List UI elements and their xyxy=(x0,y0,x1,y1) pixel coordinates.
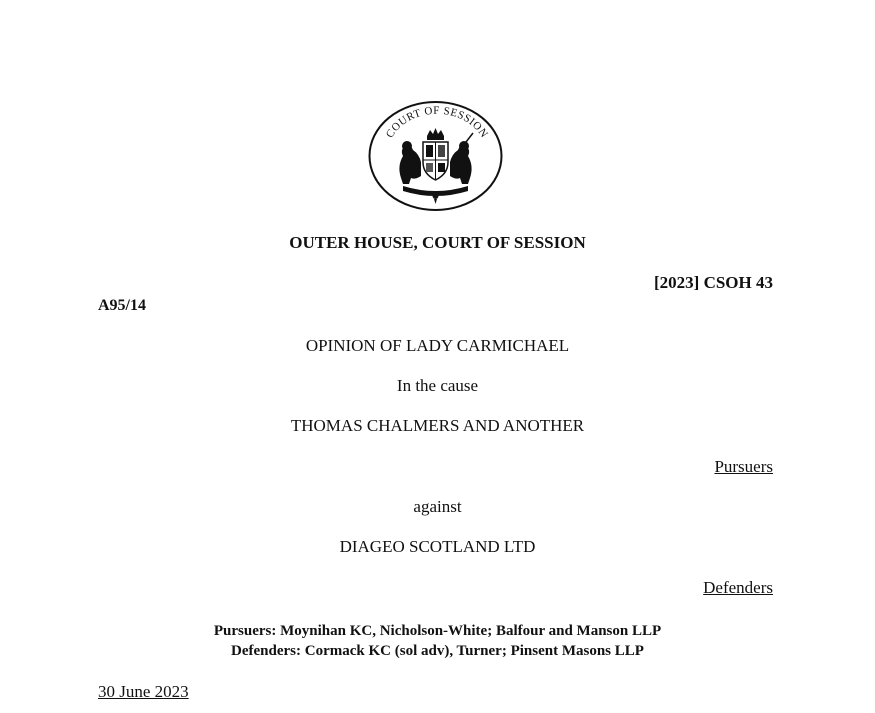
defender-party: DIAGEO SCOTLAND LTD xyxy=(339,537,536,556)
against: against xyxy=(413,497,462,516)
case-number: A95/14 xyxy=(98,297,146,314)
pursuers-label: Pursuers xyxy=(714,457,773,476)
pursuers-counsel: Pursuers: Moynihan KC, Nicholson-White; Balfour and Manson LLP xyxy=(213,623,662,639)
opinion-title: OPINION OF LADY CARMICHAEL xyxy=(305,336,570,355)
royal-coat-of-arms-icon xyxy=(399,128,473,204)
crest-arc-text: COURT OF SESSION xyxy=(383,104,491,141)
court-of-session-crest xyxy=(367,100,504,212)
neutral-citation: [2023] CSOH 43 xyxy=(654,273,773,292)
opinion-date: 30 June 2023 xyxy=(98,682,189,701)
defenders-label: Defenders xyxy=(703,578,773,597)
defenders-counsel: Defenders: Cormack KC (sol adv), Turner; Pinsent Masons LLP xyxy=(231,643,644,659)
pursuer-party: THOMAS CHALMERS AND ANOTHER xyxy=(290,416,585,435)
court-heading: OUTER HOUSE, COURT OF SESSION xyxy=(289,233,586,252)
in-the-cause: In the cause xyxy=(396,376,479,395)
